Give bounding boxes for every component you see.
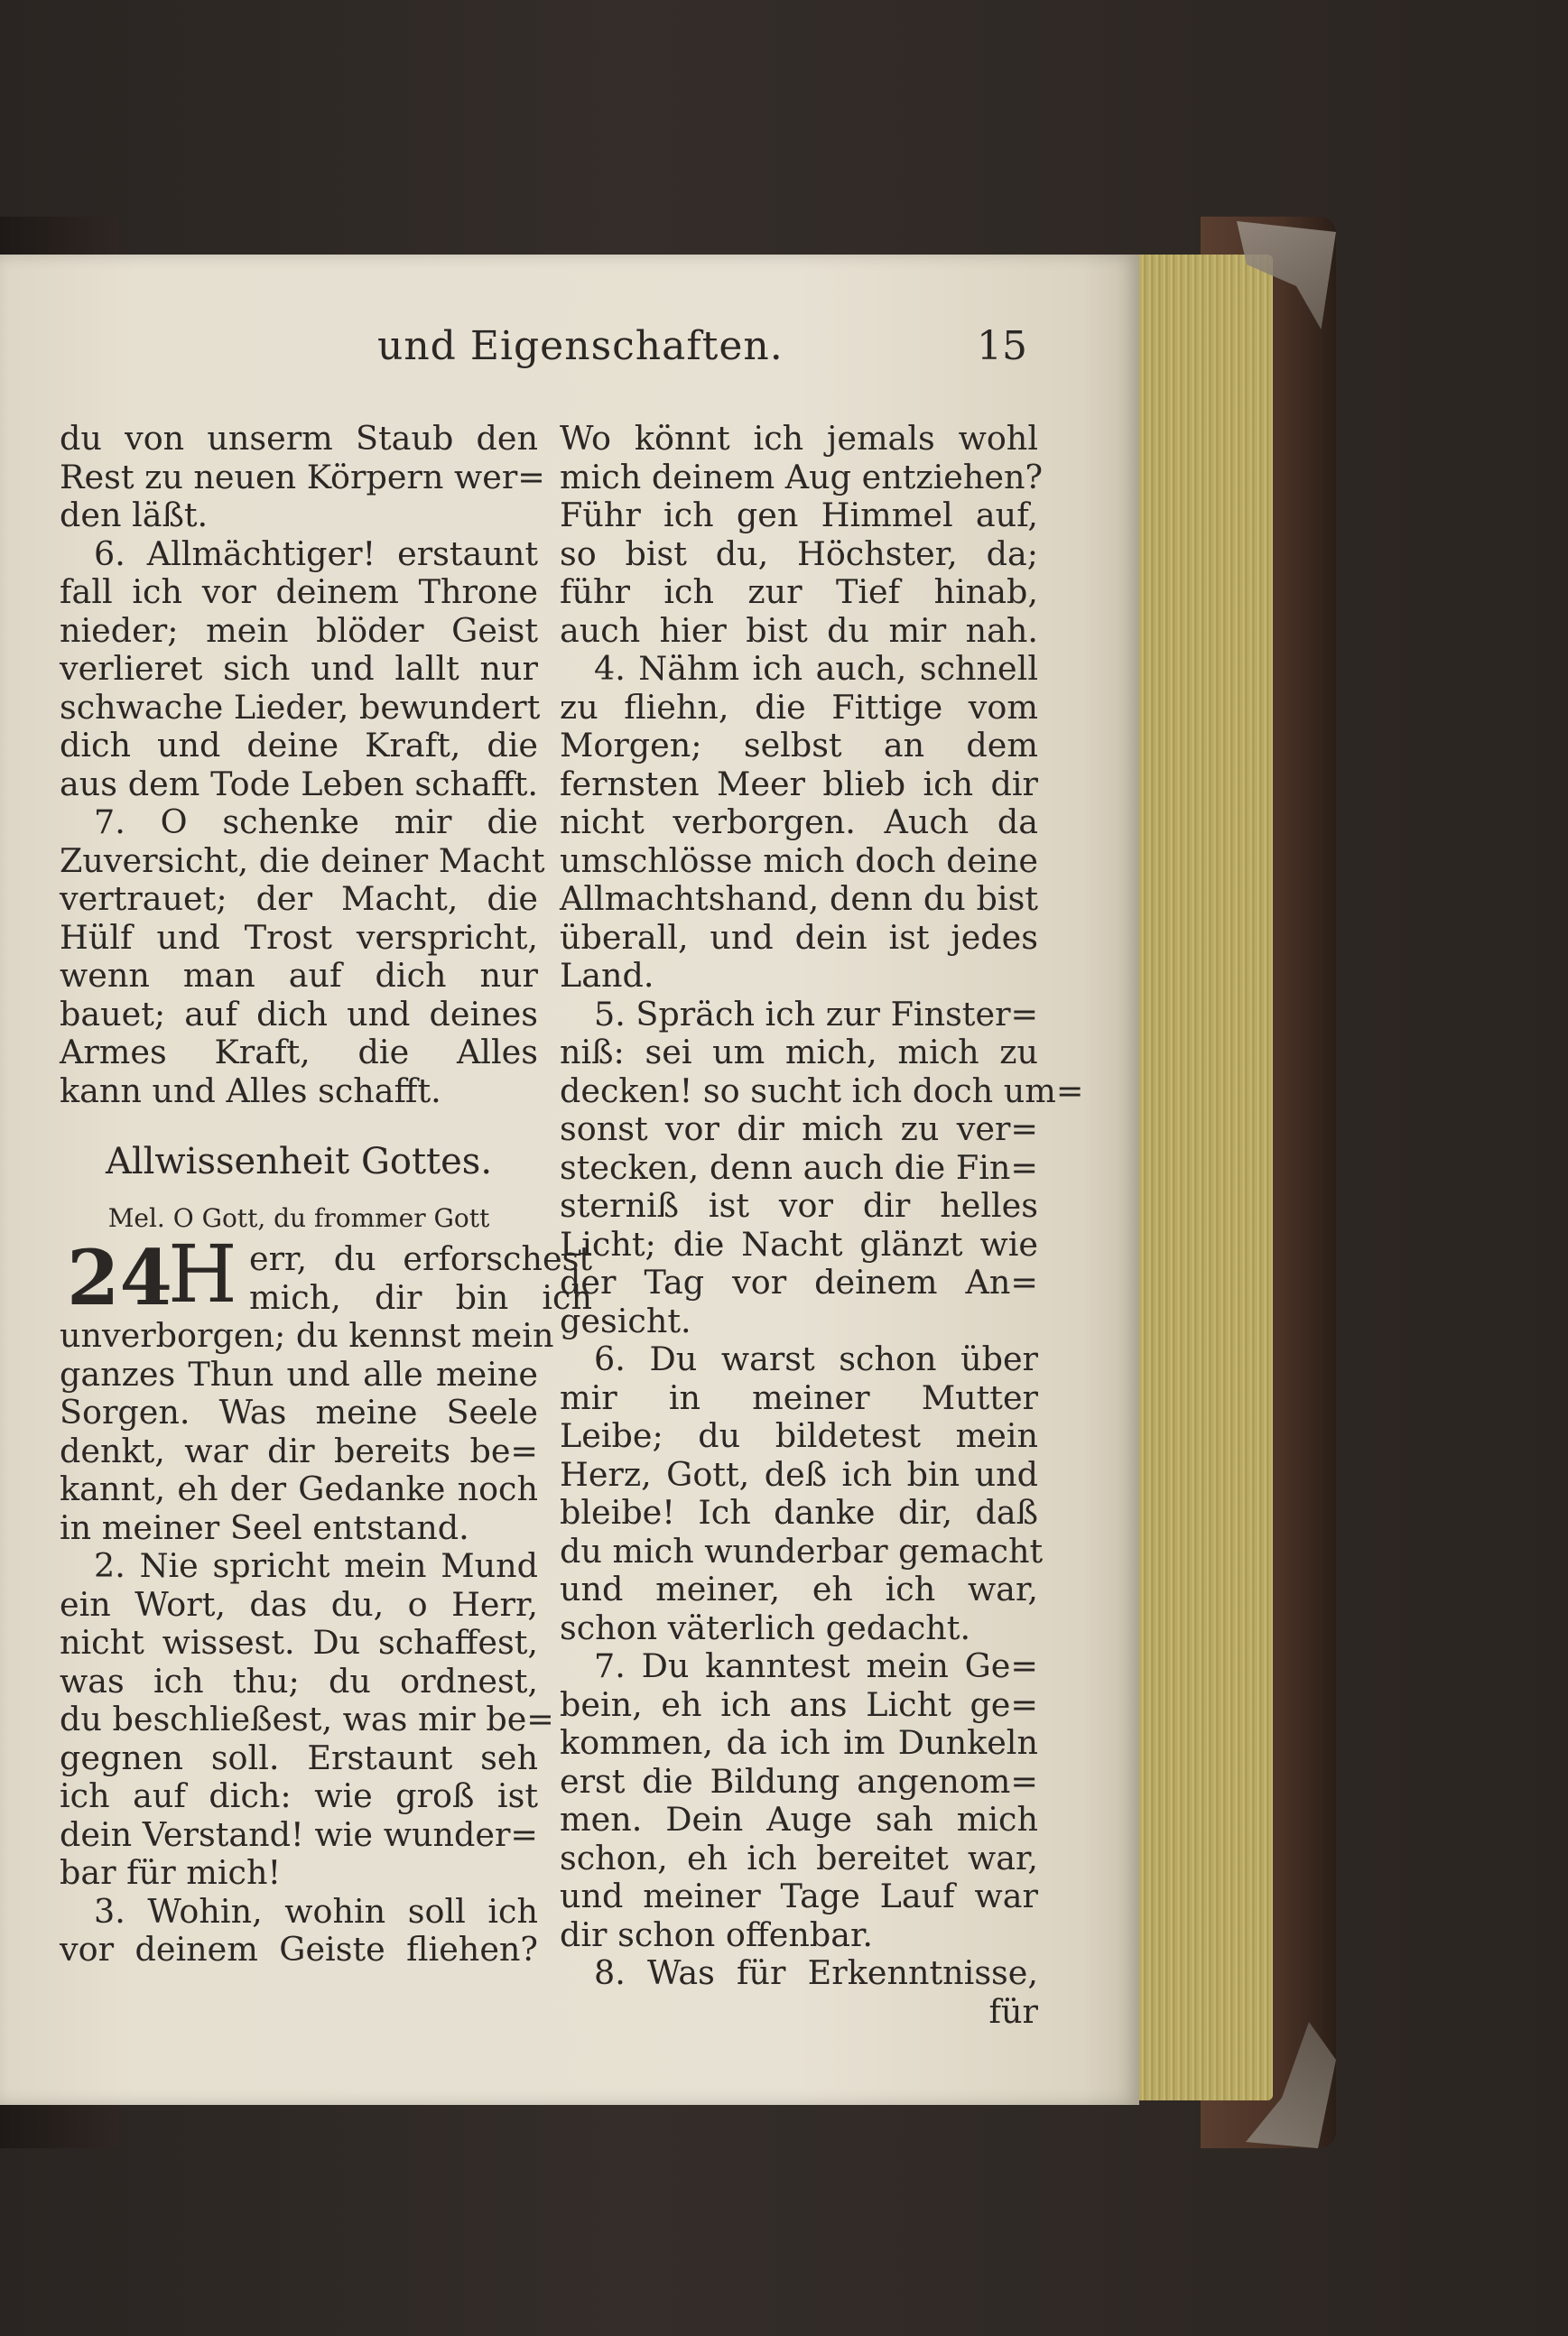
- gilt-page-edges: [1133, 255, 1273, 2100]
- left-column: [60, 419, 592, 1970]
- text-line: denkt, war dir bereits be=: [60, 1431, 538, 1470]
- text-line: mich deinem Aug entziehen?: [560, 457, 1044, 496]
- right-lines: [560, 419, 1084, 1993]
- text-line: nieder; mein blöder Geist: [60, 610, 538, 650]
- text-line: kannt, eh der Gedanke noch: [60, 1469, 538, 1508]
- text-line: führ ich zur Tief hinab,: [560, 572, 1038, 611]
- text-line: und meiner Tage Lauf war: [560, 1877, 1038, 1915]
- text-line: dir schon offenbar.: [560, 1914, 874, 1954]
- text-line: nicht verborgen. Auch da: [560, 802, 1038, 841]
- text-line: der Tag vor deinem An=: [560, 1263, 1038, 1302]
- text-line: 6. Allmächtiger! erstaunt: [94, 533, 538, 573]
- text-line: Morgen; selbst an dem: [560, 726, 1038, 765]
- text-line: 2. Nie spricht mein Mund: [94, 1546, 538, 1585]
- text-line: auch hier bist du mir nah.: [560, 610, 1038, 650]
- text-line: men. Dein Auge sah mich: [560, 1800, 1038, 1839]
- text-line: gesicht.: [560, 1301, 691, 1340]
- text-line: fall ich vor deinem Throne: [60, 572, 538, 611]
- text-line: 7. Du kanntest mein Ge=: [594, 1646, 1038, 1685]
- text-line: überall, und dein ist jedes: [560, 917, 1038, 957]
- drop-line-1: err, du erforschest: [249, 1239, 592, 1278]
- text-line: Land.: [560, 956, 654, 995]
- text-line: was ich thu; du ordnest,: [60, 1661, 538, 1701]
- text-line: dich und deine Kraft, die: [60, 726, 538, 765]
- text-line: sterniß ist vor dir helles: [560, 1186, 1038, 1225]
- text-line: verlieret sich und lallt nur: [60, 649, 538, 688]
- left-lines-after: [60, 1316, 554, 1970]
- text-line: unverborgen; du kennst mein: [60, 1316, 554, 1355]
- text-line: schon väterlich gedacht.: [560, 1608, 971, 1647]
- text-line: schon, eh ich bereitet war,: [560, 1838, 1038, 1877]
- running-header: und Eigenschaften.: [377, 323, 784, 369]
- text-line: niß: sei um mich, mich zu: [560, 1033, 1038, 1071]
- text-line: Sorgen. Was meine Seele: [60, 1393, 538, 1432]
- drop-line-2: mich, dir bin ich: [249, 1277, 592, 1317]
- text-line: vor deinem Geiste fliehen?: [60, 1930, 538, 1969]
- text-line: 7. O schenke mir die: [94, 802, 538, 841]
- text-line: Rest zu neuen Körpern wer=: [60, 457, 545, 496]
- text-line: Zuversicht, die deiner Macht: [60, 840, 545, 880]
- text-line: mir in meiner Mutter: [560, 1377, 1038, 1417]
- text-line: Allmachtshand, denn du bist: [560, 879, 1038, 918]
- text-line: kann und Alles schafft.: [60, 1071, 441, 1110]
- text-line: Führ ich gen Himmel auf,: [560, 496, 1038, 534]
- text-line: decken! so sucht ich doch um=: [560, 1071, 1084, 1110]
- text-line: bar für mich!: [60, 1853, 282, 1892]
- text-line: den läßt.: [60, 496, 209, 534]
- text-line: 3. Wohin, wohin soll ich: [94, 1891, 538, 1931]
- text-line: Hülf und Trost verspricht,: [60, 917, 538, 957]
- melody-note: Mel. O Gott, du frommer Gott: [107, 1203, 490, 1233]
- left-lines-before: [60, 419, 545, 1110]
- text-line: 8. Was für Erkenntnisse,: [594, 1953, 1038, 1992]
- text-line: sonst vor dir mich zu ver=: [560, 1109, 1038, 1148]
- text-line: bleibe! Ich danke dir, daß: [560, 1493, 1038, 1532]
- text-line: Leibe; du bildetest mein: [560, 1416, 1038, 1455]
- text-line: Wo könnt ich jemals wohl: [560, 419, 1038, 458]
- text-line: 5. Spräch ich zur Finster=: [594, 994, 1039, 1034]
- text-line: Herz, Gott, deß ich bin und: [560, 1454, 1038, 1494]
- text-line: aus dem Tode Leben schafft.: [60, 764, 538, 803]
- text-line: bauet; auf dich und deines: [60, 994, 538, 1034]
- text-line: ganzes Thun und alle meine: [60, 1354, 538, 1394]
- text-line: umschlösse mich doch deine: [560, 840, 1038, 880]
- text-line: bein, eh ich ans Licht ge=: [560, 1684, 1038, 1724]
- page-number: 15: [977, 323, 1027, 369]
- text-line: stecken, denn auch die Fin=: [560, 1147, 1038, 1187]
- text-line: so bist du, Höchster, da;: [560, 533, 1038, 573]
- section-heading: Allwissenheit Gottes.: [105, 1141, 493, 1182]
- text-line: ich auf dich: wie groß ist: [60, 1776, 538, 1815]
- hymn-opening: [60, 1228, 592, 1322]
- text-line: schwache Lieder, bewundert: [60, 687, 541, 727]
- text-line: gegnen soll. Erstaunt seh: [60, 1738, 538, 1777]
- hymn-number: 24: [67, 1233, 172, 1322]
- text-line: du beschließest, was mir be=: [60, 1700, 554, 1738]
- text-line: 4. Nähm ich auch, schnell: [594, 649, 1038, 688]
- text-line: kommen, da ich im Dunkeln: [560, 1723, 1038, 1762]
- text-line: dein Verstand! wie wunder=: [60, 1814, 538, 1854]
- text-line: Licht; die Nacht glänzt wie: [560, 1224, 1038, 1264]
- text-line: in meiner Seel entstand.: [60, 1507, 469, 1547]
- text-line: nicht wissest. Du schaffest,: [60, 1623, 538, 1662]
- catchword: für: [988, 1991, 1038, 2031]
- text-line: erst die Bildung angenom=: [560, 1761, 1038, 1801]
- text-line: zu fliehn, die Fittige vom: [560, 687, 1038, 727]
- text-line: 6. Du warst schon über: [594, 1339, 1038, 1378]
- text-line: du von unserm Staub den: [60, 419, 538, 458]
- text-line: vertrauet; der Macht, die: [60, 879, 538, 918]
- text-line: du mich wunderbar gemacht: [560, 1531, 1044, 1571]
- right-column: [560, 419, 1084, 2031]
- text-line: fernsten Meer blieb ich dir: [560, 764, 1038, 803]
- text-line: ein Wort, das du, o Herr,: [60, 1584, 538, 1624]
- text-line: wenn man auf dich nur: [60, 956, 538, 995]
- text-line: und meiner, eh ich war,: [560, 1570, 1038, 1608]
- text-line: Armes Kraft, die Alles: [60, 1033, 538, 1071]
- drop-cap: H: [168, 1228, 237, 1321]
